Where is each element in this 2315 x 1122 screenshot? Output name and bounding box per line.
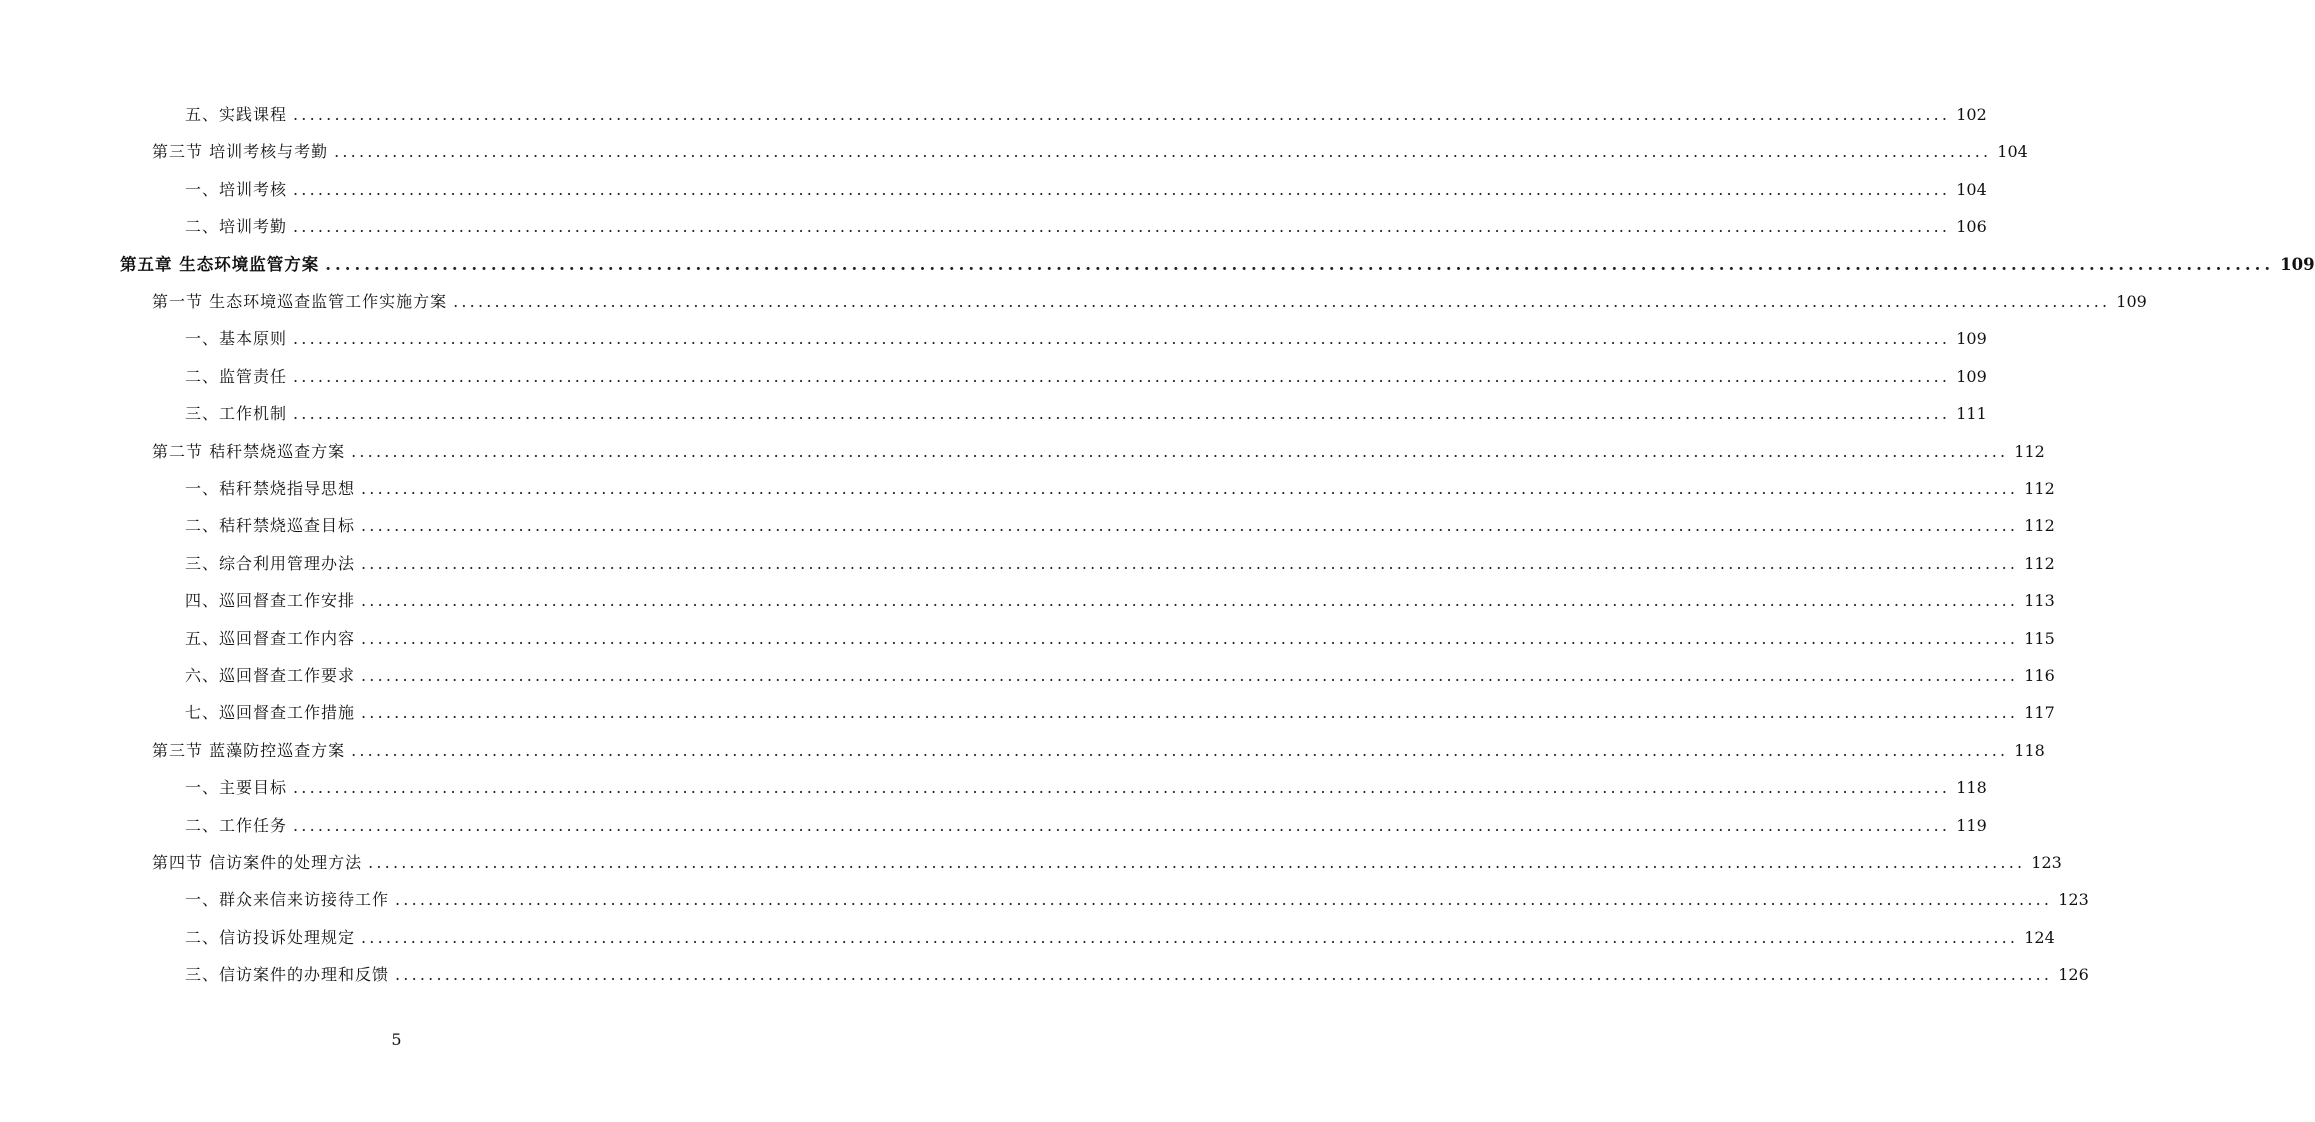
dot-leader: ........................................................................................................................................................................................................ bbox=[293, 217, 1951, 237]
toc-entry-title: 七、巡回督查工作措施 bbox=[185, 703, 356, 723]
toc-entry-title: 六、巡回督查工作要求 bbox=[185, 666, 356, 685]
toc-entry-page-number: 109 bbox=[1956, 329, 1987, 349]
dot-leader: ........................................................................................................................................................................................................ bbox=[293, 179, 1951, 199]
toc-entry-page-number: 104 bbox=[1997, 142, 2028, 162]
toc-entry-title: 一、培训考核 bbox=[185, 179, 288, 199]
toc-entry-item[interactable] bbox=[185, 550, 2055, 578]
toc-entry-item[interactable] bbox=[185, 961, 2089, 989]
dot-leader: ........................................................................................................................................................................................................ bbox=[361, 479, 2019, 498]
toc-entry-page-number: 118 bbox=[2014, 740, 2045, 760]
dot-leader: ........................................................................................................................................................................................................ bbox=[361, 666, 2019, 685]
toc-entry-item[interactable] bbox=[185, 400, 1987, 428]
toc-entry-title: 第三节 蓝藻防控巡查方案 bbox=[152, 740, 346, 760]
toc-entry-item[interactable] bbox=[185, 812, 1987, 840]
toc-entry-title: 三、信访案件的办理和反馈 bbox=[185, 965, 390, 985]
toc-entry-item[interactable] bbox=[185, 699, 2055, 727]
toc-entry-title: 一、基本原则 bbox=[185, 329, 288, 349]
toc-entry-title: 五、巡回督查工作内容 bbox=[185, 628, 356, 648]
toc-entry-item[interactable] bbox=[185, 325, 1987, 353]
toc-entry-item[interactable] bbox=[185, 924, 2055, 952]
toc-entry-page-number: 113 bbox=[2024, 591, 2055, 611]
toc-entry-page-number: 112 bbox=[2014, 441, 2045, 461]
toc-entry-title: 一、群众来信来访接待工作 bbox=[185, 890, 390, 910]
toc-entry-item[interactable] bbox=[185, 512, 2055, 540]
toc-entry-section[interactable] bbox=[152, 737, 2045, 765]
toc-entry-item[interactable] bbox=[185, 774, 1987, 802]
dot-leader: ........................................................................................................................................................................................................ bbox=[361, 516, 2019, 536]
toc-entry-page-number: 118 bbox=[1956, 778, 1987, 798]
toc-entry-page-number: 124 bbox=[2024, 927, 2055, 947]
toc-entry-page-number: 111 bbox=[1956, 404, 1987, 424]
toc-entry-item[interactable] bbox=[185, 176, 1987, 204]
dot-leader: ........................................................................................................................................................................................................ bbox=[395, 890, 2053, 910]
toc-entry-section[interactable] bbox=[152, 138, 2028, 166]
dot-leader: ........................................................................................................................................................................................................ bbox=[361, 703, 2019, 723]
toc-entry-page-number: 112 bbox=[2024, 516, 2055, 536]
toc-entry-item[interactable] bbox=[185, 101, 1987, 129]
dot-leader: ........................................................................................................................................................................................................ bbox=[361, 628, 2019, 648]
toc-entry-title: 一、主要目标 bbox=[185, 778, 288, 798]
toc-entry-page-number: 109 bbox=[1956, 366, 1987, 386]
dot-leader: ........................................................................................................................................................................................................ bbox=[368, 853, 2026, 872]
dot-leader: ........................................................................................................................................................................................................ bbox=[325, 254, 2275, 274]
toc-entry-page-number: 112 bbox=[2024, 479, 2055, 498]
dot-leader: ........................................................................................................................................................................................................ bbox=[361, 591, 2019, 611]
dot-leader: ........................................................................................................................................................................................................ bbox=[351, 441, 2009, 461]
dot-leader: ........................................................................................................................................................................................................ bbox=[293, 366, 1951, 386]
toc-entry-title: 三、工作机制 bbox=[185, 404, 288, 424]
dot-leader: ........................................................................................................................................................................................................ bbox=[293, 778, 1951, 798]
dot-leader: ........................................................................................................................................................................................................ bbox=[453, 292, 2111, 311]
toc-entry-title: 二、秸秆禁烧巡查目标 bbox=[185, 516, 356, 536]
toc-entry-page-number: 116 bbox=[2024, 666, 2055, 685]
toc-entry-title: 第二节 秸秆禁烧巡查方案 bbox=[152, 441, 346, 461]
toc-entry-title: 第四节 信访案件的处理方法 bbox=[152, 853, 363, 872]
toc-entry-section[interactable] bbox=[152, 288, 2147, 316]
toc-entry-page-number: 126 bbox=[2058, 965, 2089, 985]
toc-entry-chapter[interactable] bbox=[120, 251, 2315, 279]
toc-entry-title: 二、监管责任 bbox=[185, 366, 288, 386]
toc-entry-page-number: 102 bbox=[1956, 105, 1987, 124]
toc-entry-title: 二、信访投诉处理规定 bbox=[185, 927, 356, 947]
dot-leader: ........................................................................................................................................................................................................ bbox=[361, 553, 2019, 573]
toc-entry-section[interactable] bbox=[152, 849, 2062, 877]
dot-leader: ........................................................................................................................................................................................................ bbox=[334, 142, 1992, 162]
toc-entry-page-number: 106 bbox=[1956, 217, 1987, 237]
toc-entry-page-number: 119 bbox=[1956, 815, 1987, 835]
toc-entry-section[interactable] bbox=[152, 438, 2045, 466]
toc-entry-item[interactable] bbox=[185, 625, 2055, 653]
dot-leader: ........................................................................................................................................................................................................ bbox=[351, 740, 2009, 760]
dot-leader: ........................................................................................................................................................................................................ bbox=[293, 105, 1951, 124]
toc-entry-item[interactable] bbox=[185, 587, 2055, 615]
toc-entry-title: 四、巡回督查工作安排 bbox=[185, 591, 356, 611]
toc-entry-title: 一、秸秆禁烧指导思想 bbox=[185, 479, 356, 498]
dot-leader: ........................................................................................................................................................................................................ bbox=[293, 329, 1951, 349]
toc-entry-page-number: 104 bbox=[1956, 179, 1987, 199]
dot-leader: ........................................................................................................................................................................................................ bbox=[293, 404, 1951, 424]
toc-entry-title: 第三节 培训考核与考勤 bbox=[152, 142, 329, 162]
toc-entry-page-number: 123 bbox=[2058, 890, 2089, 910]
toc-entry-item[interactable] bbox=[185, 213, 1987, 241]
dot-leader: ........................................................................................................................................................................................................ bbox=[395, 965, 2053, 985]
toc-entry-item[interactable] bbox=[185, 363, 1987, 391]
toc-entry-title: 第五章 生态环境监管方案 bbox=[120, 254, 320, 274]
toc-entry-title: 二、培训考勤 bbox=[185, 217, 288, 237]
toc-entry-title: 五、实践课程 bbox=[185, 105, 288, 124]
toc-entry-title: 二、工作任务 bbox=[185, 815, 288, 835]
dot-leader: ........................................................................................................................................................................................................ bbox=[293, 815, 1951, 835]
toc-entry-page-number: 109 bbox=[2116, 292, 2147, 311]
page-number: 5 bbox=[391, 1030, 402, 1049]
toc-entry-item[interactable] bbox=[185, 886, 2089, 914]
toc-entry-page-number: 112 bbox=[2024, 553, 2055, 573]
toc-entry-page-number: 117 bbox=[2024, 703, 2055, 723]
dot-leader: ........................................................................................................................................................................................................ bbox=[361, 927, 2019, 947]
toc-entry-item[interactable] bbox=[185, 475, 2055, 503]
toc-entry-item[interactable] bbox=[185, 662, 2055, 690]
toc-entry-title: 第一节 生态环境巡查监管工作实施方案 bbox=[152, 292, 448, 311]
toc-entry-page-number: 123 bbox=[2031, 853, 2062, 872]
toc-entry-page-number: 109 bbox=[2280, 254, 2315, 274]
toc-entry-title: 三、综合利用管理办法 bbox=[185, 553, 356, 573]
toc-entry-page-number: 115 bbox=[2024, 628, 2055, 648]
